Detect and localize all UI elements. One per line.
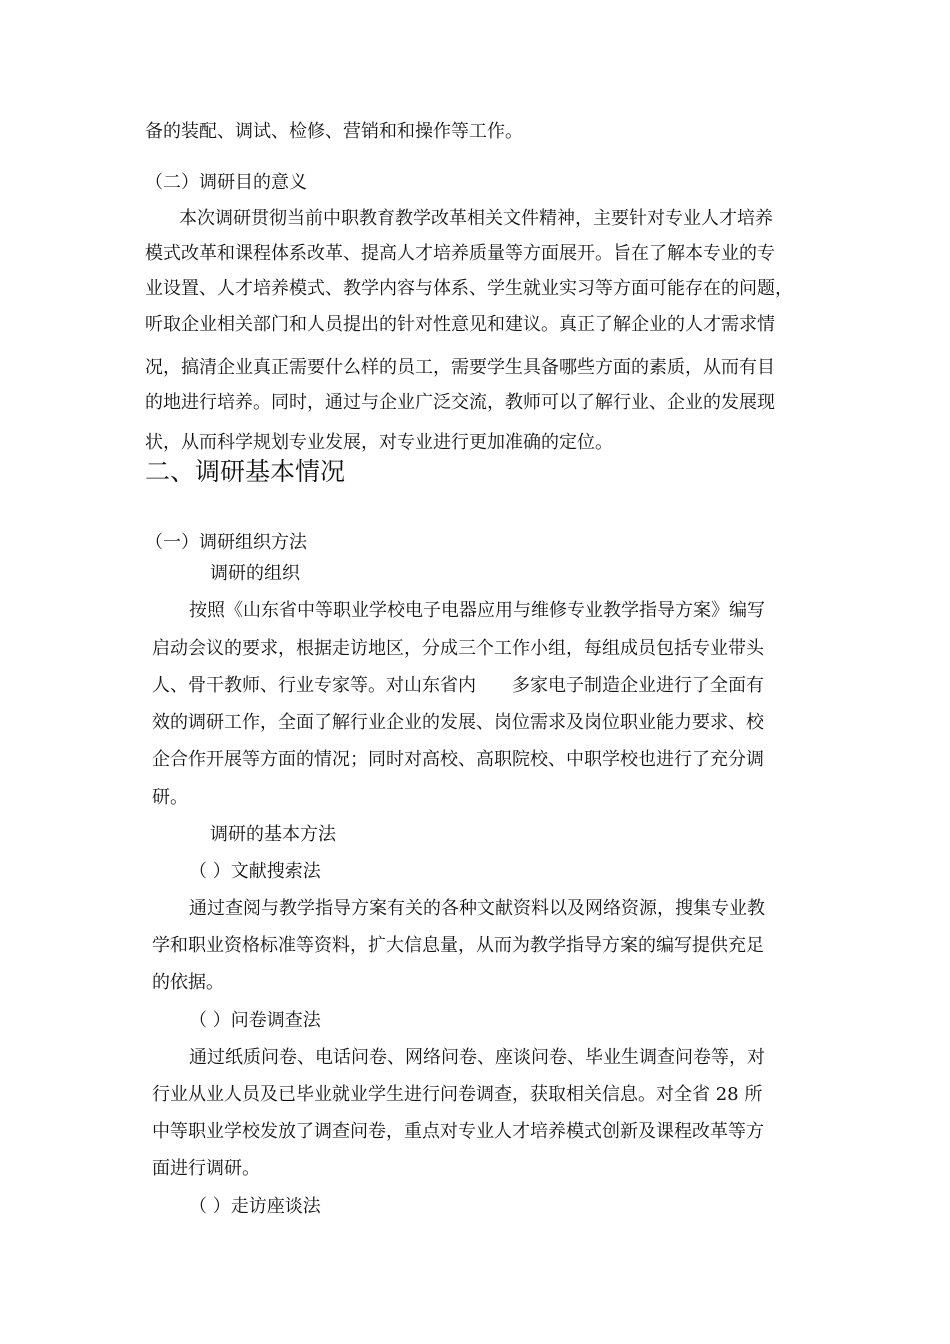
paragraph-line: 通过纸质问卷、电话问卷、网络问卷、座谈问卷、毕业生调查问卷等，对 — [189, 1047, 765, 1068]
method-literature-label: （ ）文献搜索法 — [189, 861, 321, 882]
paragraph-line: 业设置、人才培养模式、教学内容与体系、学生就业实习等方面可能存在的问题， — [145, 278, 793, 299]
paragraph-line: 按照《山东省中等职业学校电子电器应用与维修专业教学指导方案》编写 — [189, 600, 765, 621]
section-heading: 二、调研基本情况 — [145, 457, 346, 486]
paragraph-line: 况，搞清企业真正需要什么样的员工，需要学生具备哪些方面的素质，从而有目 — [145, 357, 775, 378]
carryover-line: 备的装配、调试、检修、营销和和操作等工作。 — [145, 121, 523, 142]
methods-title: 调研的基本方法 — [210, 824, 336, 845]
paragraph-line: 人、骨干教师、行业专家等。对山东省内 多家电子制造企业进行了全面有 — [152, 675, 764, 696]
subheading-organization-method: （一）调研组织方法 — [145, 532, 307, 553]
paragraph-line: 效的调研工作，全面了解行业企业的发展、岗位需求及岗位职业能力要求、校 — [152, 712, 764, 733]
method-visit-label: （ ）走访座谈法 — [189, 1196, 321, 1217]
paragraph-line: 通过查阅与教学指导方案有关的各种文献资料以及网络资源，搜集专业教 — [189, 898, 765, 919]
paragraph-line: 研。 — [152, 787, 188, 808]
paragraph-line: 中等职业学校发放了调查问卷，重点对专业人才培养模式创新及课程改革等方 — [152, 1121, 764, 1142]
paragraph-line: 面进行调研。 — [152, 1158, 260, 1179]
paragraph-line: 模式改革和课程体系改革、提高人才培养质量等方面展开。旨在了解本专业的专 — [145, 243, 775, 264]
paragraph-line: 状，从而科学规划专业发展，对专业进行更加准确的定位。 — [145, 432, 613, 453]
paragraph-line: 学和职业资格标准等资料，扩大信息量，从而为教学指导方案的编写提供充足 — [152, 935, 764, 956]
method-questionnaire-label: （ ）问卷调查法 — [189, 1010, 321, 1031]
paragraph-line: 启动会议的要求，根据走访地区，分成三个工作小组，每组成员包括专业带头 — [152, 638, 764, 659]
paragraph-line: 行业从业人员及已毕业就业学生进行问卷调查，获取相关信息。对全省 28 所 — [152, 1084, 763, 1105]
subheading-research-purpose: （二）调研目的意义 — [145, 172, 307, 193]
paragraph-line: 本次调研贯彻当前中职教育教学改革相关文件精神，主要针对专业人才培养 — [179, 208, 773, 229]
paragraph-line: 听取企业相关部门和人员提出的针对性意见和建议。真正了解企业的人才需求情 — [145, 314, 775, 335]
paragraph-line: 的依据。 — [152, 972, 224, 993]
paragraph-line: 的地进行培养。同时，通过与企业广泛交流，教师可以了解行业、企业的发展现 — [145, 392, 775, 413]
paragraph-line: 企合作开展等方面的情况；同时对高校、高职院校、中职学校也进行了充分调 — [152, 749, 764, 770]
organization-title: 调研的组织 — [210, 563, 300, 584]
